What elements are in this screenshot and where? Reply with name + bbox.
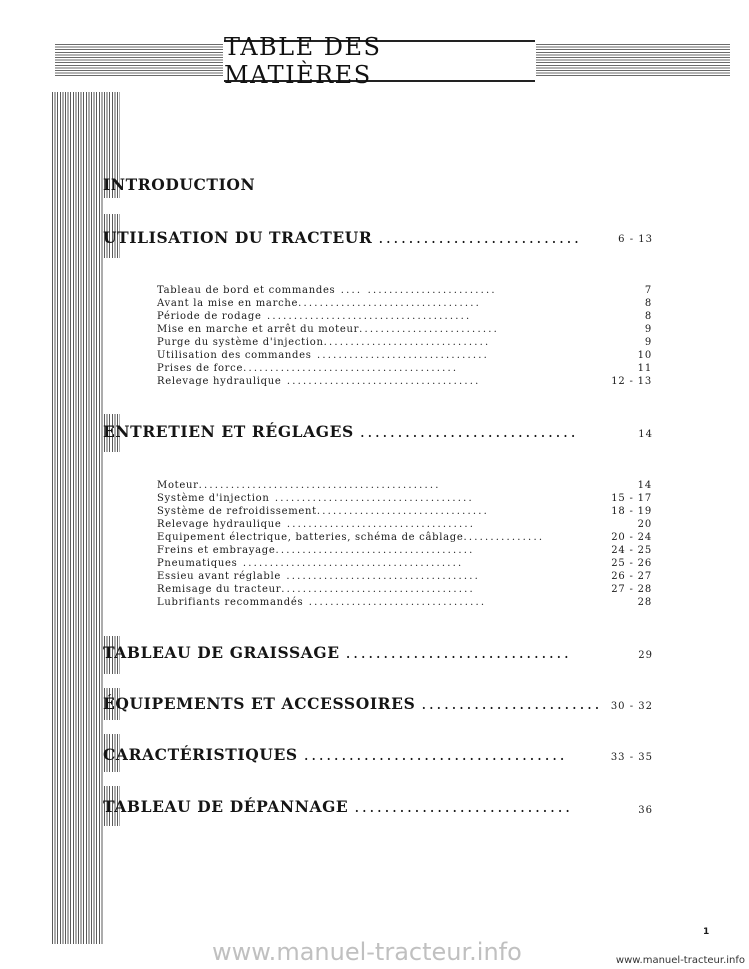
toc-item-label: Equipement électrique, batteries, schéma de câblage <box>157 532 464 543</box>
section-label: ENTRETIEN ET RÉGLAGES <box>103 422 354 441</box>
section-pages: 14 <box>638 429 653 440</box>
side-bar-segment <box>52 772 103 786</box>
toc-item <box>157 492 474 505</box>
watermark-url: www.manuel-tracteur.info <box>212 938 522 966</box>
footer-url: www.manuel-tracteur.info <box>615 955 745 966</box>
toc-item <box>157 323 499 336</box>
toc-item <box>157 518 475 531</box>
toc-item <box>157 531 544 544</box>
toc-item <box>157 570 480 583</box>
toc-item-pages: 7 <box>644 285 652 296</box>
page-title: TABLE DES MATIÈRES <box>224 33 382 89</box>
toc-item <box>157 362 458 375</box>
toc-item-pages: 12 - 13 <box>611 376 652 387</box>
toc-item-label: Purge du système d'injection <box>157 337 324 348</box>
toc-item-pages: 10 <box>637 350 652 361</box>
side-bar-segment <box>52 674 103 688</box>
toc-item <box>157 479 441 492</box>
toc-item-pages: 26 - 27 <box>611 571 652 582</box>
toc-item-leader: ............... <box>463 532 545 543</box>
toc-item <box>157 336 490 349</box>
side-bar-segment <box>52 720 103 734</box>
section-label: TABLEAU DE DÉPANNAGE <box>103 797 349 816</box>
toc-item-label: Système de refroidissement <box>157 506 317 517</box>
section-utilisation <box>103 228 582 247</box>
toc-item-leader: .... ........................ <box>335 285 497 296</box>
toc-item-label: Système d'injection <box>157 493 270 504</box>
toc-item-leader: ............................... <box>323 337 491 348</box>
toc-item-label: Relevage hydraulique <box>157 376 282 387</box>
side-bar-segment <box>52 258 103 414</box>
toc-item-label: Relevage hydraulique <box>157 519 282 530</box>
toc-item-leader: ............................................. <box>198 480 441 491</box>
toc-item-pages: 25 - 26 <box>611 558 652 569</box>
toc-item <box>157 583 475 596</box>
toc-item-leader: ................................... <box>281 519 476 530</box>
toc-item-label: Prises de force <box>157 363 244 374</box>
toc-item-pages: 27 - 28 <box>611 584 652 595</box>
toc-item <box>157 596 486 609</box>
toc-item-label: Lubrifiants recommandés <box>157 597 304 608</box>
toc-item-pages: 20 <box>637 519 652 530</box>
section-equipements <box>103 694 602 713</box>
side-bar-segment <box>52 198 103 214</box>
toc-item-leader: .................................... <box>281 376 481 387</box>
header-rule-right <box>536 44 730 78</box>
toc-item-leader: .......................... <box>359 324 499 335</box>
toc-item-label: Mise en marche et arrêt du moteur <box>157 324 360 335</box>
toc-item-leader: ................................ <box>316 506 490 517</box>
toc-item-label: Utilisation des commandes <box>157 350 312 361</box>
section-leader: ............................. <box>359 423 579 441</box>
header-rule-left <box>55 44 223 78</box>
title-frame <box>224 33 535 89</box>
toc-item-pages: 14 <box>637 480 652 491</box>
toc-item-leader: ......................................... <box>237 558 464 569</box>
toc-item <box>157 505 489 518</box>
toc-item-leader: ................................ <box>311 350 490 361</box>
toc-item-leader: ..................................... <box>269 493 474 504</box>
section-label: ÉQUIPEMENTS ET ACCESSOIRES <box>103 694 416 713</box>
section-leader: ................................... <box>303 746 568 764</box>
section-depannage <box>103 797 573 816</box>
section-introduction <box>103 175 255 194</box>
section-pages: 30 - 32 <box>610 701 653 712</box>
section-leader: .............................. <box>345 644 572 662</box>
toc-item-pages: 24 - 25 <box>611 545 652 556</box>
toc-item-pages: 9 <box>644 337 652 348</box>
toc-item-label: Tableau de bord et commandes <box>157 285 336 296</box>
toc-item-pages: 15 - 17 <box>611 493 652 504</box>
toc-item-pages: 18 - 19 <box>611 506 652 517</box>
toc-item-leader: ........................................ <box>243 363 459 374</box>
toc-item-label: Essieu avant réglable <box>157 571 281 582</box>
side-bar-segment <box>52 452 103 636</box>
toc-item-leader: ................................. <box>303 597 487 608</box>
section-entretien <box>103 422 578 441</box>
toc-item-leader: ...................................... <box>261 311 472 322</box>
section-pages: 6 - 13 <box>618 234 653 245</box>
toc-item-pages: 28 <box>637 597 652 608</box>
toc-item-leader: .................................... <box>281 571 481 582</box>
toc-item-label: Moteur <box>157 480 199 491</box>
toc-item-leader: .................................... <box>281 584 475 595</box>
toc-item-label: Pneumatiques <box>157 558 238 569</box>
section-graissage <box>103 643 571 662</box>
section-pages: 29 <box>638 650 653 661</box>
section-leader: ........................ <box>421 695 603 713</box>
toc-item-leader: .................................. <box>298 298 482 309</box>
toc-item-leader: ..................................... <box>275 545 475 556</box>
toc-item-pages: 20 - 24 <box>611 532 652 543</box>
section-label: CARACTÉRISTIQUES <box>103 745 298 764</box>
section-leader: ........................... <box>378 229 582 247</box>
toc-item <box>157 375 481 388</box>
toc-item <box>157 557 463 570</box>
toc-item <box>157 297 481 310</box>
toc-item-label: Remisage du tracteur <box>157 584 282 595</box>
section-pages: 36 <box>638 805 653 816</box>
toc-item-pages: 8 <box>644 311 652 322</box>
toc-item-pages: 8 <box>644 298 652 309</box>
section-label: INTRODUCTION <box>103 175 256 194</box>
toc-item <box>157 284 497 297</box>
toc-item-pages: 11 <box>637 363 652 374</box>
toc-item <box>157 349 489 362</box>
toc-item-pages: 9 <box>644 324 652 335</box>
section-pages: 33 - 35 <box>610 752 653 763</box>
toc-item-label: Freins et embrayage <box>157 545 276 556</box>
section-label: TABLEAU DE GRAISSAGE <box>103 643 340 662</box>
side-bar-segment <box>52 826 103 944</box>
toc-item <box>157 544 475 557</box>
page-number: 1 <box>703 927 710 937</box>
toc-item-label: Avant la mise en marche <box>157 298 299 309</box>
section-leader: ............................. <box>354 798 573 816</box>
toc-item <box>157 310 471 323</box>
section-label: UTILISATION DU TRACTEUR <box>103 228 373 247</box>
toc-item-label: Période de rodage <box>157 311 262 322</box>
section-caracteristiques <box>103 745 567 764</box>
